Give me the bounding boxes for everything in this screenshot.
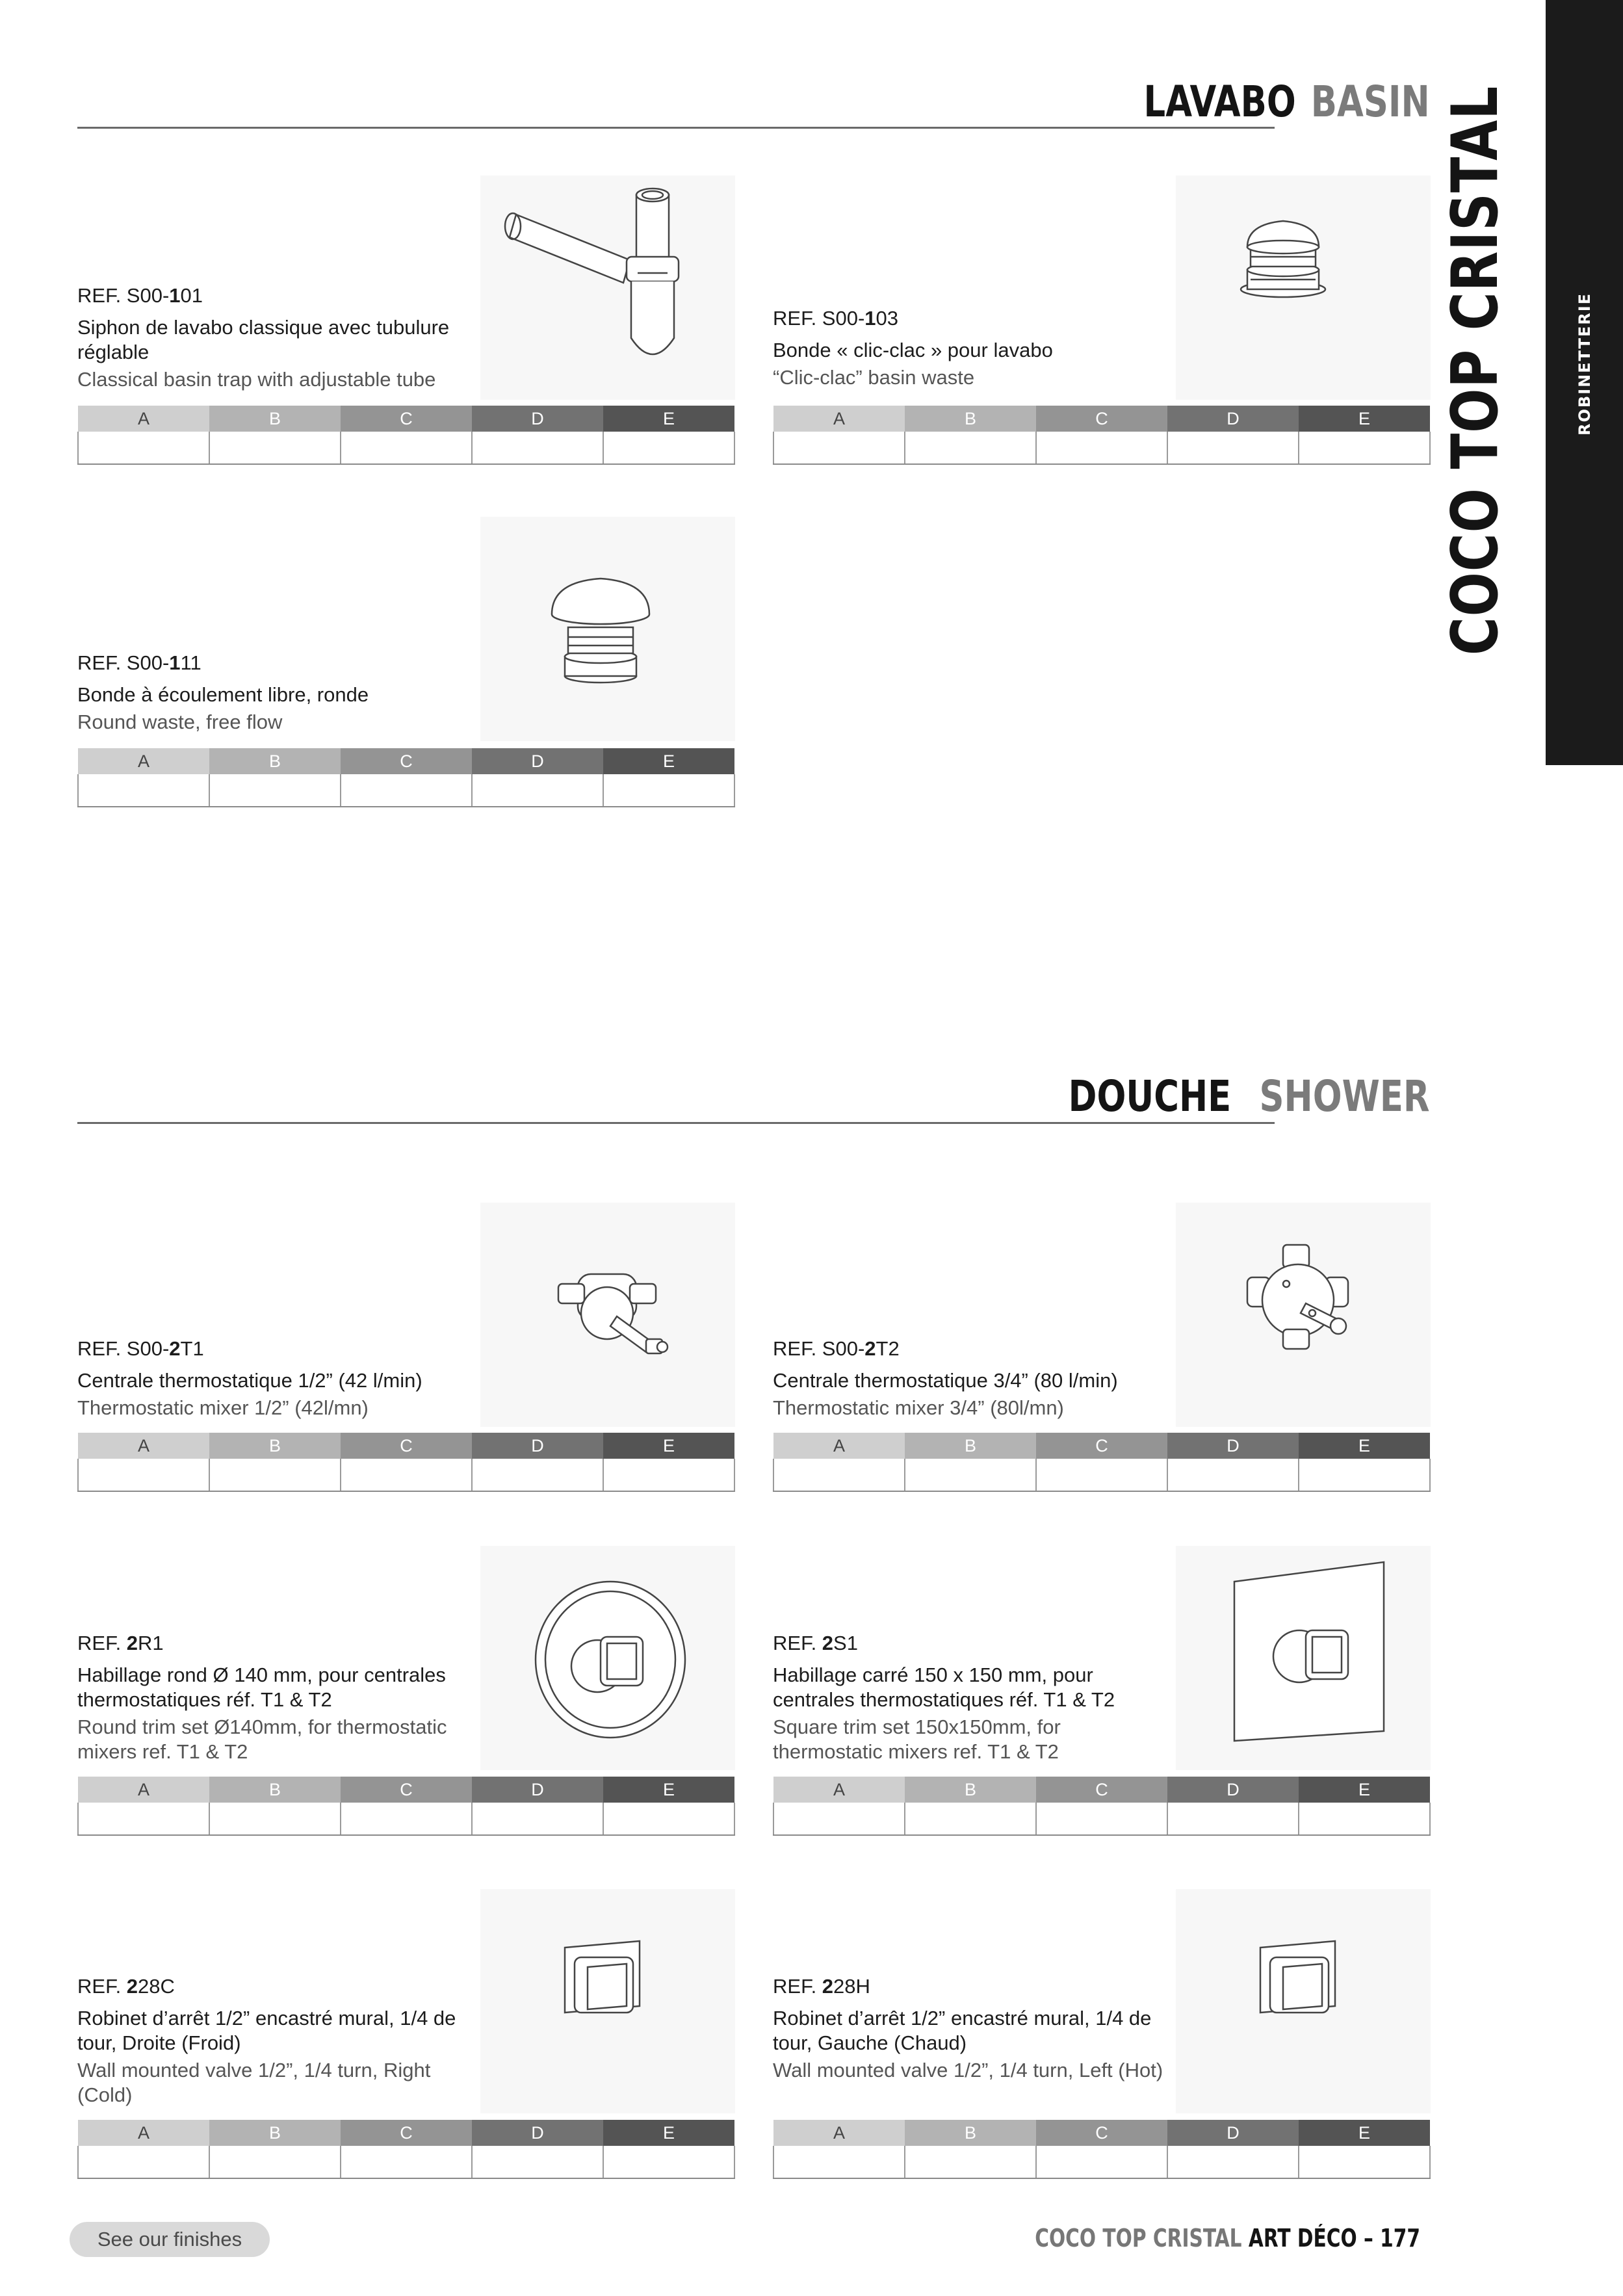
section-rule	[77, 1122, 1275, 1124]
finish-cell	[1167, 432, 1299, 464]
see-finishes-button[interactable]	[70, 2222, 270, 2257]
finish-col-a: A	[773, 1777, 905, 1803]
finish-cell	[341, 774, 472, 807]
product-2r1	[77, 1546, 735, 1836]
finish-table	[77, 748, 735, 807]
product-ref: REF. S00-101	[77, 284, 203, 307]
finish-col-c: C	[1036, 406, 1167, 432]
finish-cell	[341, 432, 472, 464]
product-ref: REF. S00-103	[773, 307, 899, 330]
product-228c	[77, 1889, 735, 2179]
finish-col-b: B	[209, 1777, 341, 1803]
finish-cell	[78, 1459, 209, 1491]
finish-col-a: A	[78, 1777, 209, 1803]
finish-cell	[78, 1803, 209, 1835]
finish-col-c: C	[1036, 2120, 1167, 2146]
finish-col-e: E	[603, 1777, 734, 1803]
product-2s1	[773, 1546, 1431, 1836]
finish-cell	[773, 2146, 905, 2178]
finish-col-a: A	[78, 748, 209, 774]
product-text	[77, 1630, 480, 1764]
finish-table	[773, 406, 1431, 465]
finish-col-b: B	[209, 748, 341, 774]
finish-col-b: B	[209, 1433, 341, 1459]
finish-cell	[78, 432, 209, 464]
finish-cell	[78, 2146, 209, 2178]
product-ref: REF. 2S1	[773, 1632, 858, 1654]
finish-col-d: D	[472, 1777, 603, 1803]
product-228h	[773, 1889, 1431, 2179]
finish-cell	[603, 774, 734, 807]
finish-cell	[472, 774, 603, 807]
finish-col-a: A	[78, 1433, 209, 1459]
finish-table	[77, 406, 735, 465]
finish-cell	[603, 1459, 734, 1491]
footer-collection: ART DÉCO	[1248, 2224, 1357, 2252]
finish-col-e: E	[603, 748, 734, 774]
finish-col-d: D	[472, 748, 603, 774]
finish-cell	[472, 1459, 603, 1491]
section-rule	[77, 127, 1275, 129]
finish-col-d: D	[1167, 406, 1299, 432]
product-text	[77, 1974, 480, 2107]
product-ref: REF. 2R1	[77, 1632, 164, 1654]
product-desc-en: Round trim set Ø140mm, for thermostatic mixers ref. T1 & T2	[77, 1715, 447, 1763]
product-text	[773, 1630, 1176, 1764]
section-title-fr: DOUCHE	[1068, 1071, 1232, 1121]
finish-cell	[209, 1803, 341, 1835]
section-title-fr: LAVABO	[1143, 77, 1296, 127]
finish-col-d: D	[1167, 1777, 1299, 1803]
finish-cell	[603, 1803, 734, 1835]
finish-cell	[603, 432, 734, 464]
finish-col-e: E	[1299, 1777, 1430, 1803]
wall-valve-icon	[480, 1889, 735, 2113]
finish-cell	[78, 774, 209, 807]
product-s00-111	[77, 517, 735, 807]
finish-cell	[1167, 1803, 1299, 1835]
finish-col-e: E	[603, 406, 734, 432]
finish-cell	[341, 1459, 472, 1491]
product-text	[77, 283, 480, 392]
product-desc-en: Wall mounted valve 1/2”, 1/4 turn, Right (Cold)	[77, 2059, 431, 2106]
finish-cell	[209, 2146, 341, 2178]
wall-valve-icon	[1176, 1889, 1431, 2113]
product-desc-fr: Centrale thermostatique 1/2” (42 l/min)	[77, 1369, 422, 1392]
finish-col-d: D	[472, 1433, 603, 1459]
finish-col-a: A	[78, 406, 209, 432]
finish-cell	[1167, 1459, 1299, 1491]
product-desc-en: “Clic-clac” basin waste	[773, 366, 975, 389]
footer-separator: –	[1357, 2224, 1381, 2252]
product-desc-en: Classical basin trap with adjustable tube	[77, 368, 436, 391]
product-desc-en: Round waste, free flow	[77, 711, 283, 733]
product-text	[77, 1336, 480, 1420]
finish-col-e: E	[1299, 406, 1430, 432]
product-desc-en: Wall mounted valve 1/2”, 1/4 turn, Left (Hot)	[773, 2059, 1163, 2081]
product-s00-103	[773, 176, 1431, 465]
product-text	[77, 650, 480, 735]
see-finishes-label: See our finishes	[97, 2228, 242, 2250]
product-ref: REF. S00-111	[77, 651, 201, 674]
finish-col-e: E	[603, 1433, 734, 1459]
finish-cell	[209, 774, 341, 807]
finish-cell	[905, 1459, 1036, 1491]
finish-cell	[341, 2146, 472, 2178]
round-waste-icon	[480, 517, 735, 741]
finish-col-b: B	[209, 2120, 341, 2146]
thermostatic-mixer-icon	[480, 1203, 735, 1427]
finish-col-c: C	[341, 406, 472, 432]
finish-table	[77, 1777, 735, 1836]
product-desc-en: Thermostatic mixer 3/4” (80l/mn)	[773, 1396, 1064, 1419]
finish-cell	[1036, 1459, 1167, 1491]
product-text	[773, 1336, 1176, 1420]
finish-col-d: D	[472, 2120, 603, 2146]
finish-col-b: B	[905, 1777, 1036, 1803]
product-ref: REF. 228C	[77, 1975, 175, 1998]
finish-col-e: E	[603, 2120, 734, 2146]
finish-col-b: B	[905, 2120, 1036, 2146]
finish-cell	[1299, 432, 1430, 464]
finish-cell	[773, 1459, 905, 1491]
finish-col-c: C	[341, 1777, 472, 1803]
finish-cell	[603, 2146, 734, 2178]
finish-col-e: E	[1299, 2120, 1430, 2146]
product-desc-fr: Habillage carré 150 x 150 mm, pour centrales thermostatiques réf. T1 & T2	[773, 1663, 1115, 1711]
product-ref: REF. S00-2T2	[773, 1337, 900, 1360]
product-desc-en: Square trim set 150x150mm, for thermostatic mixers ref. T1 & T2	[773, 1715, 1061, 1763]
finish-table	[77, 2120, 735, 2179]
page-footer	[926, 2222, 1420, 2254]
finish-col-c: C	[341, 1433, 472, 1459]
finish-cell	[341, 1803, 472, 1835]
finish-cell	[905, 1803, 1036, 1835]
thermostatic-mixer-large-icon	[1176, 1203, 1431, 1427]
finish-cell	[905, 432, 1036, 464]
finish-col-a: A	[773, 406, 905, 432]
finish-col-d: D	[472, 406, 603, 432]
side-tab-label	[1546, 286, 1623, 442]
finish-table	[77, 1433, 735, 1492]
page-number: 177	[1380, 2224, 1420, 2252]
finish-col-b: B	[209, 406, 341, 432]
side-tab-text: ROBINETTERIE	[1575, 292, 1594, 436]
section-title-en: BASIN	[1311, 77, 1430, 127]
finish-cell	[472, 2146, 603, 2178]
finish-col-d: D	[1167, 1433, 1299, 1459]
clic-clac-waste-icon	[1176, 176, 1431, 400]
finish-col-c: C	[341, 748, 472, 774]
finish-cell	[773, 1803, 905, 1835]
finish-col-c: C	[1036, 1433, 1167, 1459]
product-text	[773, 306, 1176, 390]
finish-cell	[472, 432, 603, 464]
finish-cell	[1299, 1459, 1430, 1491]
product-desc-fr: Centrale thermostatique 3/4” (80 l/min)	[773, 1369, 1118, 1392]
finish-col-a: A	[773, 1433, 905, 1459]
product-ref: REF. 228H	[773, 1975, 870, 1998]
product-s00-2t2	[773, 1203, 1431, 1493]
product-desc-fr: Bonde à écoulement libre, ronde	[77, 683, 369, 706]
product-desc-fr: Bonde « clic-clac » pour lavabo	[773, 339, 1053, 361]
section-title-en: SHOWER	[1259, 1071, 1430, 1121]
finish-cell	[1036, 1803, 1167, 1835]
finish-table	[773, 2120, 1431, 2179]
finish-col-e: E	[1299, 1433, 1430, 1459]
finish-table	[773, 1777, 1431, 1836]
finish-col-a: A	[78, 2120, 209, 2146]
round-trim-set-icon	[480, 1546, 735, 1770]
finish-cell	[209, 432, 341, 464]
product-desc-fr: Robinet d’arrêt 1/2” encastré mural, 1/4 de tour, Droite (Froid)	[77, 2007, 456, 2054]
product-desc-en: Thermostatic mixer 1/2” (42l/mn)	[77, 1396, 369, 1419]
series-title	[1438, 85, 1513, 656]
finish-cell	[209, 1459, 341, 1491]
finish-col-a: A	[773, 2120, 905, 2146]
finish-cell	[1299, 1803, 1430, 1835]
finish-col-c: C	[341, 2120, 472, 2146]
finish-cell	[773, 432, 905, 464]
finish-cell	[1036, 432, 1167, 464]
finish-col-c: C	[1036, 1777, 1167, 1803]
footer-series: COCO TOP CRISTAL	[1035, 2224, 1242, 2252]
section-header-basin	[1106, 72, 1430, 127]
finish-col-d: D	[1167, 2120, 1299, 2146]
product-desc-fr: Siphon de lavabo classique avec tubulure réglable	[77, 316, 450, 363]
finish-cell	[905, 2146, 1036, 2178]
finish-col-b: B	[905, 406, 1036, 432]
product-text	[773, 1974, 1176, 2083]
finish-cell	[1036, 2146, 1167, 2178]
basin-trap-icon	[480, 176, 735, 400]
product-s00-2t1	[77, 1203, 735, 1493]
finish-table	[773, 1433, 1431, 1492]
finish-cell	[472, 1803, 603, 1835]
square-trim-set-icon	[1176, 1546, 1431, 1770]
product-ref: REF. S00-2T1	[77, 1337, 204, 1360]
finish-cell	[1299, 2146, 1430, 2178]
product-desc-fr: Robinet d’arrêt 1/2” encastré mural, 1/4 de tour, Gauche (Chaud)	[773, 2007, 1152, 2054]
section-header-shower	[1028, 1066, 1430, 1121]
finish-cell	[1167, 2146, 1299, 2178]
product-desc-fr: Habillage rond Ø 140 mm, pour centrales thermostatiques réf. T1 & T2	[77, 1663, 446, 1711]
finish-col-b: B	[905, 1433, 1036, 1459]
product-s00-101	[77, 176, 735, 465]
series-title-text: COCO TOP CRISTAL	[1438, 85, 1513, 656]
